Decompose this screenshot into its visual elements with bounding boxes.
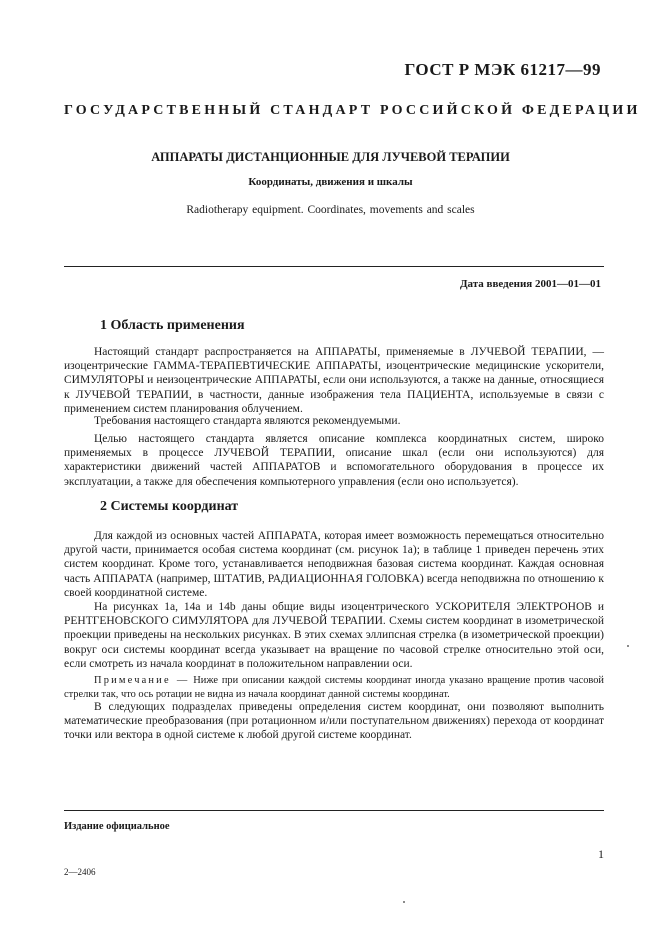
gost-code: ГОСТ Р МЭК 61217—99 — [404, 60, 601, 79]
page-number: 1 — [598, 847, 604, 861]
section-1-paragraph-3: Целью настоящего стандарта является описание комплекса координатных систем, широко применяемых в процессе ЛУЧЕВОЙ ТЕРАПИИ, описание шкал (если они используются) для характеристики движений частей АППАРАТОВ и вспомогательного оборудования в процессе их эксплуатации, а также для обеспечения компьютерного управления (если оно используется). — [64, 433, 604, 488]
section-1-heading: 1 Область применения — [100, 318, 245, 333]
note-label: Примечание — — [94, 675, 190, 686]
document-subtitle: Координаты, движения и шкалы — [248, 176, 413, 188]
scan-speck — [627, 645, 629, 647]
top-divider — [64, 266, 604, 267]
section-2-note — [64, 674, 604, 701]
document-english-title: Radiotherapy equipment. Coordinates, movements and scales — [186, 204, 475, 216]
bottom-divider — [64, 810, 604, 811]
section-2-closing-paragraph: В следующих подразделах приведены определения систем координат, они позволяют выполнить математические преобразования (при ротационном и/или поступательном движениях) перехода от координат точки или вектора в одной системе к любой другой системе координат. — [64, 701, 604, 742]
section-1-paragraph-1: Настоящий стандарт распространяется на АППАРАТЫ, применяемые в ЛУЧЕВОЙ ТЕРАПИИ, — изоцентрические ГАММА-ТЕРАПЕВТИЧЕСКИЕ АППАРАТЫ, изоцентрические медицинские ускорители, СИМУЛЯТОРЫ и неизоцентрические АППАРАТЫ, если они используются, а также на данные, относящиеся к ЛУЧЕВОЙ ТЕРАПИИ, в частности, данные изображения тела ПАЦИЕНТА, используемые в связи с применением систем планирования облучением. — [64, 346, 604, 415]
state-standard-title: ГОСУДАРСТВЕННЫЙ СТАНДАРТ РОССИЙСКОЙ ФЕДЕРАЦИИ — [64, 103, 641, 118]
section-1-paragraph-2: Требования настоящего стандарта являются рекомендуемыми. — [94, 415, 401, 427]
introduction-date: Дата введения 2001—01—01 — [459, 278, 601, 290]
section-2-paragraph-2: На рисунках 1а, 14а и 14b даны общие виды изоцентрического УСКОРИТЕЛЯ ЭЛЕКТРОНОВ и РЕНТГЕНОВСКОГО СИМУЛЯТОРА для ЛУЧЕВОЙ ТЕРАПИИ. Схемы систем координат в изометрической проекции приведены на нескольких рисунках. В этих схемах эллипсная стрелка (в изометрической проекции) вокруг оси системы координат всегда указывает на вращение по часовой стрелке относительно этой оси, если смотреть из начала координат в положительном направлении оси. — [64, 601, 604, 670]
section-2-heading: 2 Системы координат — [100, 499, 239, 514]
note-text: Ниже при описании каждой системы координат иногда указано вращение против часовой стрелки так, что ось ротации не видна из начала координат данной системы координат. — [64, 675, 604, 700]
section-2-paragraph-1: Для каждой из основных частей АППАРАТА, которая имеет возможность перемещаться относительно другой части, принимается особая система координат (см. рисунок 1а); в таблице 1 приведен перечень этих систем координат. Кроме того, устанавливается неподвижная базовая система координат. Каждая основная часть АППАРАТА (например, ШТАТИВ, РАДИАЦИОННАЯ ГОЛОВКА) всегда неподвижна по отношению к своей координатной системе. — [64, 530, 604, 599]
print-code: 2—2406 — [64, 867, 96, 877]
official-edition-label: Издание официальное — [64, 821, 170, 832]
scan-speck — [403, 901, 405, 903]
document-title: АППАРАТЫ ДИСТАНЦИОННЫЕ ДЛЯ ЛУЧЕВОЙ ТЕРАПИИ — [151, 150, 510, 164]
